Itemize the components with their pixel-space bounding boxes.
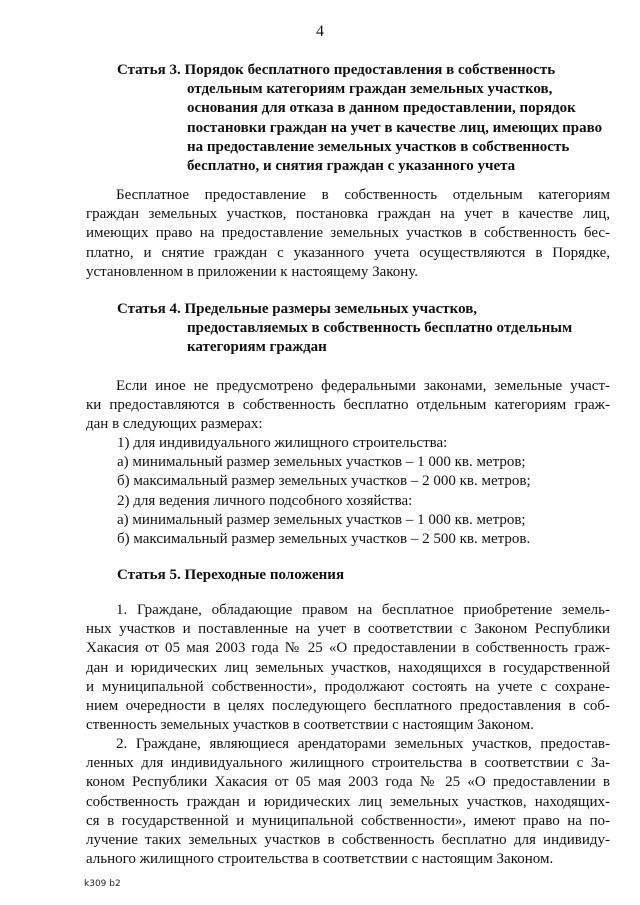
text-line: Если иное не предусмотрено федеральными законами, земельные участ- [116, 378, 610, 394]
heading-line: на предоставление земельных участков в собственность [187, 138, 570, 155]
heading-line: отдельным категориям граждан земельных участков, [187, 81, 553, 98]
text-line: ального жилищного строительства в соответствии с настоящим Законом. [86, 851, 554, 868]
article-5-heading [117, 566, 344, 585]
heading-line: постановки граждан на учет в качестве лиц, имеющих право [187, 119, 603, 136]
text-line: ственность земельных участков в соответствии с настоящим Законом. [86, 717, 534, 734]
heading-line: категориям граждан [187, 339, 327, 356]
text-line: ленных для индивидуального жилищного строительства в соответствии с За- [86, 755, 610, 772]
article-5-paragraph-2 [86, 735, 610, 869]
page-number: 4 [316, 23, 324, 40]
list-item: а) минимальный размер земельных участков – 1 000 кв. метров; [117, 454, 526, 471]
text-line: установленном в приложении к настоящему Закону. [86, 263, 419, 280]
text-line: нием очередности в целях последующего бесплатного предоставления в соб- [86, 698, 610, 715]
text-line: коном Республики Хакасия от 05 мая 2003 года № 25 «О предоставлении в [86, 774, 610, 791]
article-3-heading [117, 61, 602, 176]
text-line: 1. Граждане, обладающие правом на бесплатное приобретение земель- [116, 602, 610, 618]
text-line: лучение таких земельных участков в собственность бесплатно для индивиду- [86, 832, 610, 849]
heading-line: Статья 3. Порядок бесплатного предоставления в собственность [117, 62, 556, 78]
heading-line: Статья 4. Предельные размеры земельных участков, [117, 301, 478, 317]
article-3-paragraph [86, 186, 610, 282]
text-line: дан в следующих размерах: [86, 416, 263, 433]
article-4-heading [117, 300, 572, 358]
text-line: и муниципальной собственности», продолжают состоять на учете с сохране- [86, 678, 610, 695]
list-item: 1) для индивидуального жилищного строительства: [117, 435, 448, 451]
heading-line: Статья 5. Переходные положения [117, 567, 345, 583]
heading-line: основания для отказа в данном предоставлении, порядок [187, 100, 576, 117]
text-line: Бесплатное предоставление в собственность отдельным категориям [116, 187, 610, 203]
document-code: k309 b2 [84, 879, 121, 889]
text-line: собственность граждан и юридических лиц земельных участков, находящих- [86, 793, 610, 810]
text-line: ных участков и поставленные на учет в соответствии с Законом Республики [86, 621, 610, 638]
heading-line: бесплатно, и снятия граждан с указанного учета [187, 158, 516, 175]
text-line: 2. Граждане, являющиеся арендаторами земельных участков, предостав- [116, 736, 610, 752]
text-line: ки предоставляются в собственность бесплатно отдельным категориям граж- [86, 397, 610, 414]
text-line: платно, и снятие граждан с указанного учета осуществляются в Порядке, [86, 244, 610, 261]
text-line: ся в государственной и муниципальной собственности», имеют право на по- [86, 812, 610, 829]
list-item: а) минимальный размер земельных участков – 1 000 кв. метров; [117, 511, 526, 528]
heading-line: предоставляемых в собственность бесплатно отдельным [187, 320, 573, 337]
article-4-paragraph [86, 377, 610, 435]
article-4-size-list [117, 434, 531, 549]
list-item: б) максимальный размер земельных участков – 2 500 кв. метров. [117, 531, 531, 548]
list-item: б) максимальный размер земельных участков – 2 000 кв. метров; [117, 473, 531, 490]
text-line: дан и юридических лиц земельных участков, находящихся в государственной [86, 659, 610, 676]
text-line: имеющих право на предоставление земельных участков в собственность бес- [86, 225, 610, 242]
text-line: граждан земельных участков, постановка граждан на учет в качестве лиц, [86, 206, 610, 223]
article-5-paragraph-1 [86, 601, 610, 735]
list-item: 2) для ведения личного подсобного хозяйства: [117, 492, 413, 509]
text-line: Хакасия от 05 мая 2003 года № 25 «О предоставлении в собственность граж- [86, 640, 610, 657]
